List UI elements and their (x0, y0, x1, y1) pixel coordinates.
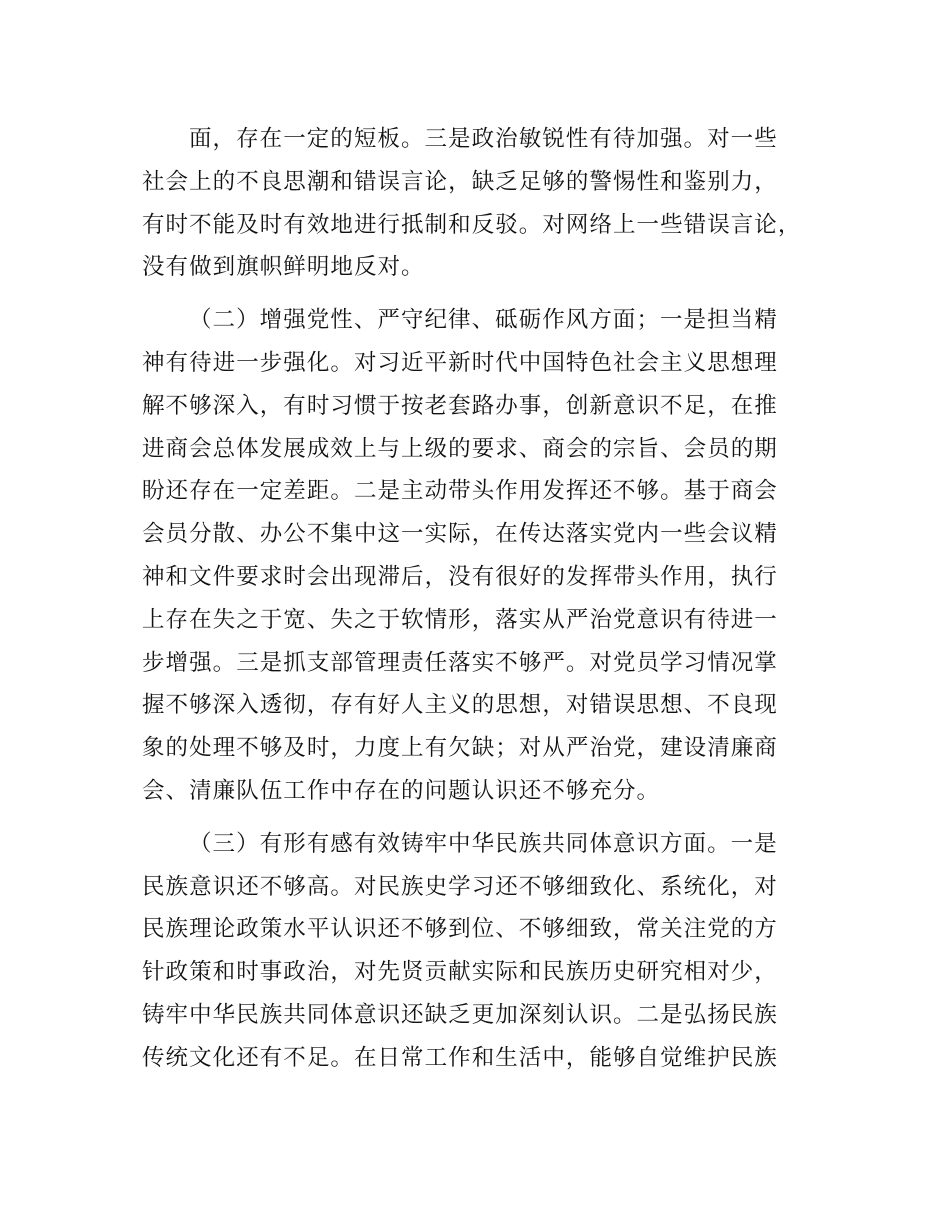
text-line: 铸牢中华民族共同体意识还缺乏更加深刻认识。二是弘扬民族 (142, 1001, 778, 1028)
text-line: 步增强。三是抓支部管理责任落实不够严。对党员学习情况掌 (142, 649, 778, 676)
text-line: 上存在失之于宽、失之于软情形，落实从严治党意识有待进一 (142, 606, 778, 633)
text-line: 民族意识还不够高。对民族史学习还不够细致化、系统化，对 (142, 873, 778, 900)
text-line: （二）增强党性、严守纪律、砥砺作风方面；一是担当精 (189, 307, 778, 334)
text-line: 进商会总体发展成效上与上级的要求、商会的宗旨、会员的期 (142, 435, 778, 462)
text-line: 针政策和时事政治，对先贤贡献实际和民族历史研究相对少， (142, 959, 778, 986)
text-line: 民族理论政策水平认识还不够到位、不够细致，常关注党的方 (142, 916, 778, 943)
text-line: 握不够深入透彻，存有好人主义的思想，对错误思想、不良现 (142, 692, 778, 719)
paragraph-section-two (142, 299, 832, 813)
text-line: 神和文件要求时会出现滞后，没有很好的发挥带头作用，执行 (142, 563, 778, 590)
paragraph-political-sensitivity (142, 118, 832, 289)
text-line: 神有待进一步强化。对习近平新时代中国特色社会主义思想理 (142, 349, 778, 376)
text-line: 面，存在一定的短板。三是政治敏锐性有待加强。对一些 (189, 126, 778, 152)
text-line: 盼还存在一定差距。二是主动带头作用发挥还不够。基于商会 (142, 478, 778, 505)
paragraph-section-three (142, 823, 832, 1080)
document-body (142, 118, 832, 1080)
text-line: 有时不能及时有效地进行抵制和反驳。对网络上一些错误言论， (142, 211, 802, 238)
text-line: 会员分散、办公不集中这一实际，在传达落实党内一些会议精 (142, 521, 778, 548)
text-line: 没有做到旗帜鲜明地反对。 (142, 254, 425, 281)
text-line: 象的处理不够及时，力度上有欠缺；对从严治党，建设清廉商 (142, 735, 778, 762)
text-line: 传统文化还有不足。在日常工作和生活中，能够自觉维护民族 (142, 1044, 778, 1071)
text-line: 会、清廉队伍工作中存在的问题认识还不够充分。 (142, 777, 661, 804)
text-line: 社会上的不良思潮和错误言论，缺乏足够的警惕性和鉴别力， (142, 168, 778, 195)
text-line: 解不够深入，有时习惯于按老套路办事，创新意识不足，在推 (142, 392, 778, 419)
text-line: （三）有形有感有效铸牢中华民族共同体意识方面。一是 (189, 830, 778, 857)
